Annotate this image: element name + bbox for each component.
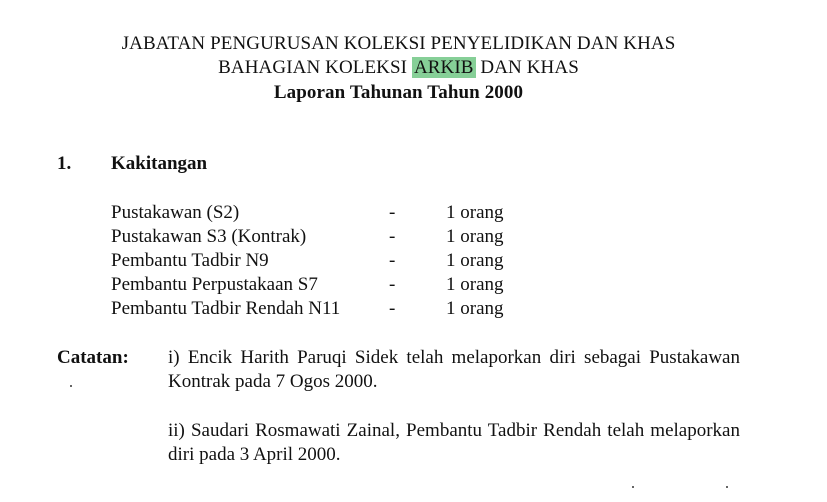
scan-speck: [726, 486, 728, 488]
staff-position: Pustakawan (S2): [111, 202, 240, 223]
staff-dash: -: [389, 250, 396, 271]
staff-position: Pustakawan S3 (Kontrak): [111, 226, 307, 247]
staff-row: [0, 226, 827, 250]
staff-row: [0, 298, 827, 322]
section-number: 1.: [57, 153, 72, 174]
staff-row: [0, 202, 827, 226]
staff-count: 1 orang: [446, 202, 504, 223]
department-heading: JABATAN PENGURUSAN KOLEKSI PENYELIDIKAN DAN KHAS: [121, 33, 676, 54]
staff-row: [0, 274, 827, 298]
note-item: ii) Saudari Rosmawati Zainal, Pembantu Tadbir Rendah telah melaporkan diri pada 3 April 2000.: [168, 420, 740, 465]
staff-count: 1 orang: [446, 250, 504, 271]
notes-label: Catatan:: [57, 347, 129, 368]
scan-speck: [632, 486, 634, 488]
staff-position: Pembantu Tadbir Rendah N11: [111, 298, 341, 319]
division-heading-suffix: DAN KHAS: [475, 57, 579, 78]
staff-position: Pembantu Tadbir N9: [111, 250, 269, 271]
staff-dash: -: [389, 274, 396, 295]
division-heading: [0, 57, 797, 79]
report-title: Laporan Tahunan Tahun 2000: [273, 82, 524, 103]
highlighted-search-term: ARKIB: [413, 57, 474, 78]
division-heading-prefix: BAHAGIAN KOLEKSI: [218, 57, 412, 78]
staff-count: 1 orang: [446, 298, 504, 319]
staff-dash: -: [389, 202, 396, 223]
staff-count: 1 orang: [446, 226, 504, 247]
staff-position: Pembantu Perpustakaan S7: [111, 274, 318, 295]
section-title: Kakitangan: [111, 153, 208, 174]
staff-dash: -: [389, 298, 396, 319]
scan-speck: [70, 385, 72, 387]
staff-count: 1 orang: [446, 274, 504, 295]
staff-dash: -: [389, 226, 396, 247]
note-item: i) Encik Harith Paruqi Sidek telah melaporkan diri sebagai Pustakawan Kontrak pada 7 Ogos 2000.: [168, 347, 740, 392]
staff-row: [0, 250, 827, 274]
